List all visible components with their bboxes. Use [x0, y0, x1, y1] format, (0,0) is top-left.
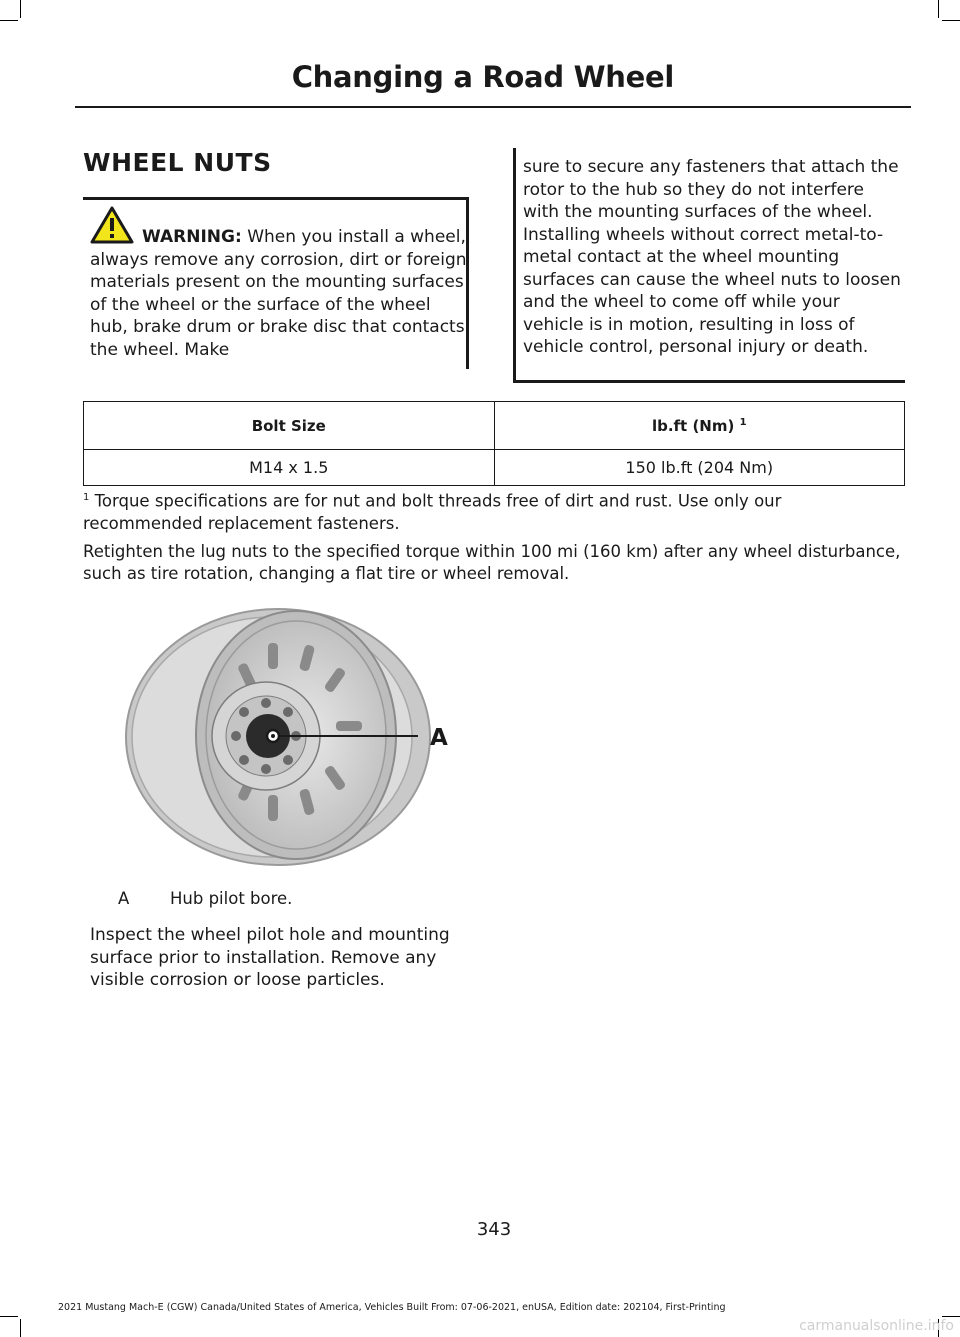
torque-table	[83, 401, 905, 486]
crop-mark	[20, 1319, 21, 1337]
page-header-title: Changing a Road Wheel	[291, 60, 674, 94]
table-header-cell	[84, 402, 495, 450]
watermark: carmanualsonline.info	[799, 1318, 954, 1334]
retighten-paragraph: Retighten the lug nuts to the specified torque within 100 mi (160 km) after any wheel disturbance, such as tire rotation, changing a flat tire or wheel removal.	[83, 542, 901, 583]
crop-mark	[0, 1316, 18, 1317]
warning-text-part1: When you install a wheel, always remove any corrosion, dirt or foreign materials present on the mounting surfaces of the wheel or the surface of the wheel hub, brake drum or brake disc that contacts the wheel. Make	[90, 227, 467, 360]
crop-mark	[942, 1316, 960, 1317]
crop-mark	[20, 0, 21, 18]
warning-label: WARNING:	[142, 227, 242, 247]
page-number: 343	[476, 1219, 512, 1240]
table-cell: M14 x 1.5	[84, 450, 495, 486]
header-divider	[75, 106, 911, 108]
legend-description: Hub pilot bore.	[170, 889, 293, 908]
crop-mark	[0, 20, 18, 21]
footnote-text: Torque specifications are for nut and bolt threads free of dirt and rust. Use only our recommended replacement fasteners.	[83, 491, 782, 533]
footnote	[83, 487, 905, 535]
header-torque: lb.ft (Nm)	[651, 416, 735, 435]
warning-text	[90, 226, 470, 361]
table-header-cell	[494, 402, 905, 450]
page-footer: 2021 Mustang Mach-E (CGW) Canada/United States of America, Vehicles Built From: 07-06-2021, enUSA, Edition date: 202104, First-Printing	[58, 1302, 726, 1313]
inspect-paragraph: Inspect the wheel pilot hole and mounting surface prior to installation. Remove any visible corrosion or loose particles.	[90, 925, 450, 990]
footnote-mark: 1	[83, 492, 90, 503]
callout-label: A	[430, 725, 448, 751]
footnote-mark: 1	[739, 416, 747, 428]
warning-text-part2: sure to secure any fasteners that attach the rotor to the hub so they do not interfere with the mounting surfaces of the wheel. Installing wheels without correct metal-to-metal contact at the wheel mounting surfaces can cause the wheel nuts to loosen and the wheel to come off while your vehicle is in motion, resulting in loss of vehicle control, personal injury or death.	[523, 157, 901, 357]
table-row	[84, 450, 905, 486]
legend-key: A	[118, 889, 130, 908]
wheel-illustration	[118, 605, 463, 870]
crop-mark	[942, 20, 960, 21]
header-bolt-size: Bolt Size	[251, 416, 326, 435]
table-cell: 150 lb.ft (204 Nm)	[494, 450, 905, 486]
section-heading: WHEEL NUTS	[83, 148, 272, 177]
table-header-row	[84, 402, 905, 450]
crop-mark	[938, 0, 939, 18]
